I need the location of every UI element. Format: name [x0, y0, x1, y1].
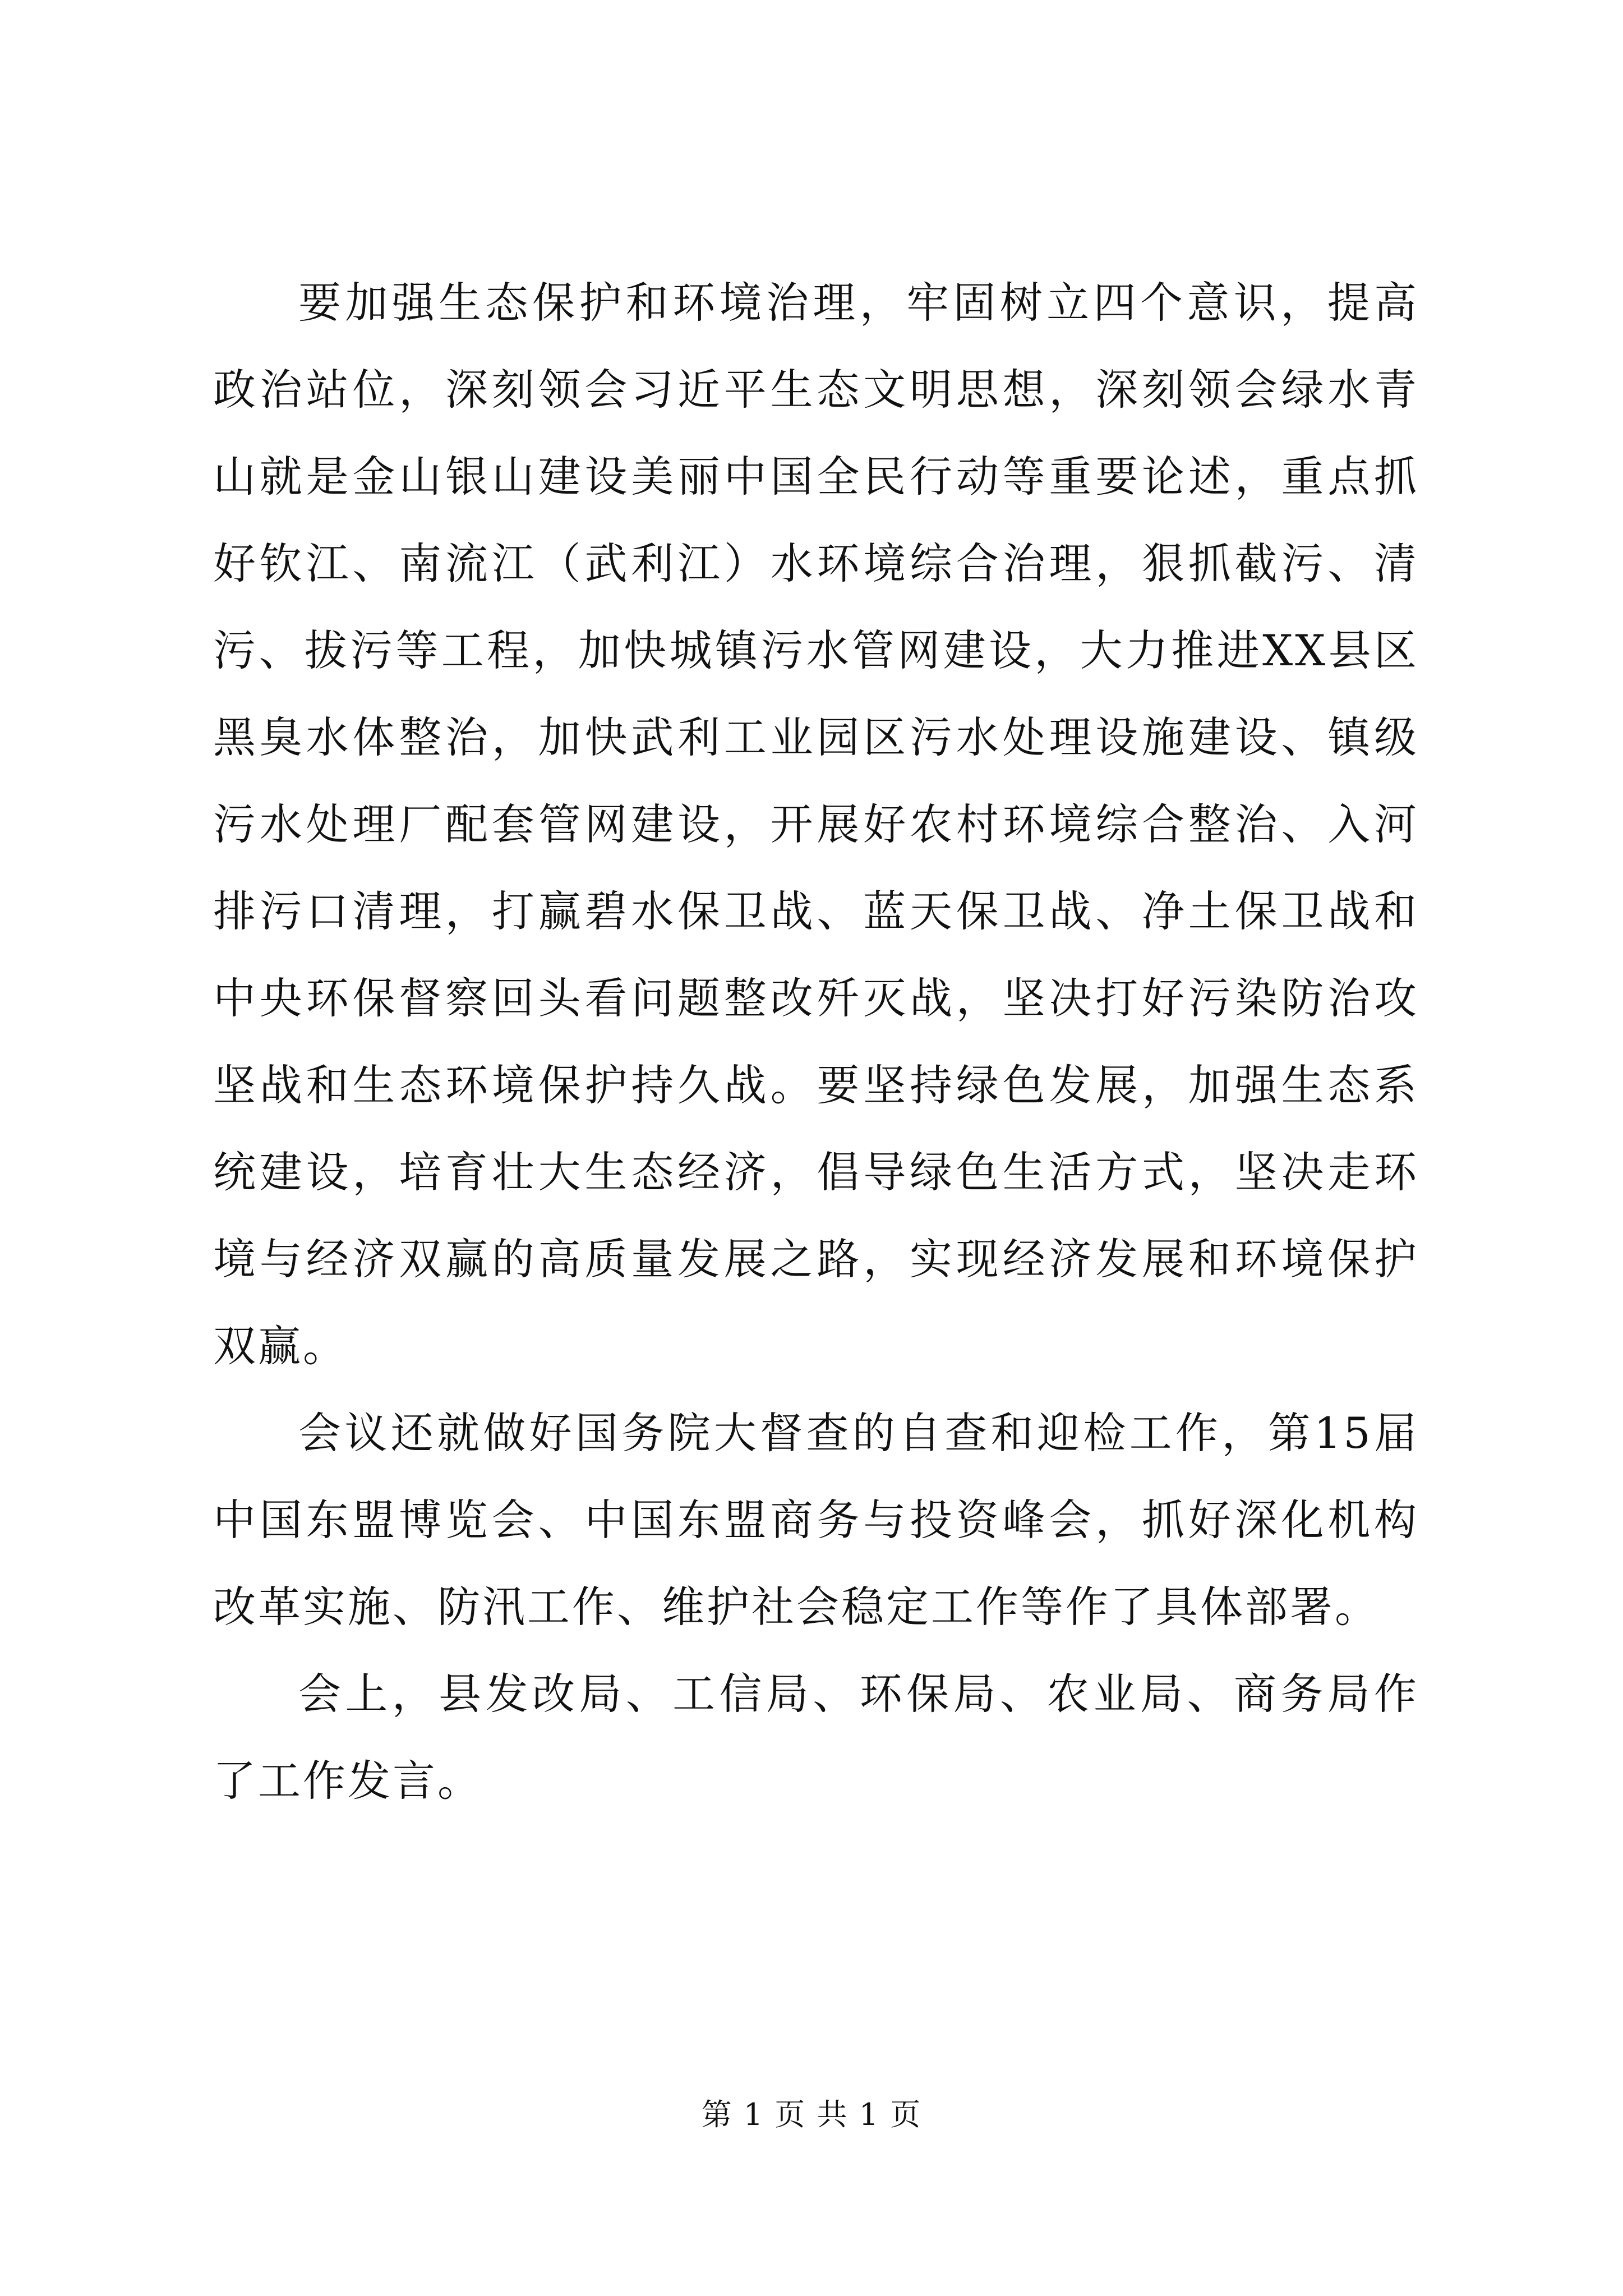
- document-body: [213, 259, 1419, 1824]
- paragraph-environment: 要加强生态保护和环境治理，牢固树立四个意识，提高政治站位，深刻领会习近平生态文明思想，深刻领会绿水青山就是金山银山建设美丽中国全民行动等重要论述，重点抓好钦江、南流江（武利江）水环境综合治理，狠抓截污、清污、拔污等工程，加快城镇污水管网建设，大力推进XX县区黑臭水体整治，加快武利工业园区污水处理设施建设、镇级污水处理厂配套管网建设，开展好农村环境综合整治、入河排污口清理，打赢碧水保卫战、蓝天保卫战、净土保卫战和中央环保督察回头看问题整改歼灭战，坚决打好污染防治攻坚战和生态环境保护持久战。要坚持绿色发展，加强生态系统建设，培育壮大生态经济，倡导绿色生活方式，坚决走环境与经济双赢的高质量发展之路，实现经济发展和环境保护双赢。: [213, 278, 1419, 1371]
- paragraph-speeches: 会上，县发改局、工信局、环保局、农业局、商务局作了工作发言。: [213, 1669, 1419, 1806]
- paragraph-inspection: 会议还就做好国务院大督查的自查和迎检工作，第15届中国东盟博览会、中国东盟商务与投资峰会，抓好深化机构改革实施、防汛工作、维护社会稳定工作等作了具体部署。: [213, 1408, 1419, 1632]
- page-footer: 第 1 页 共 1 页: [701, 2097, 922, 2132]
